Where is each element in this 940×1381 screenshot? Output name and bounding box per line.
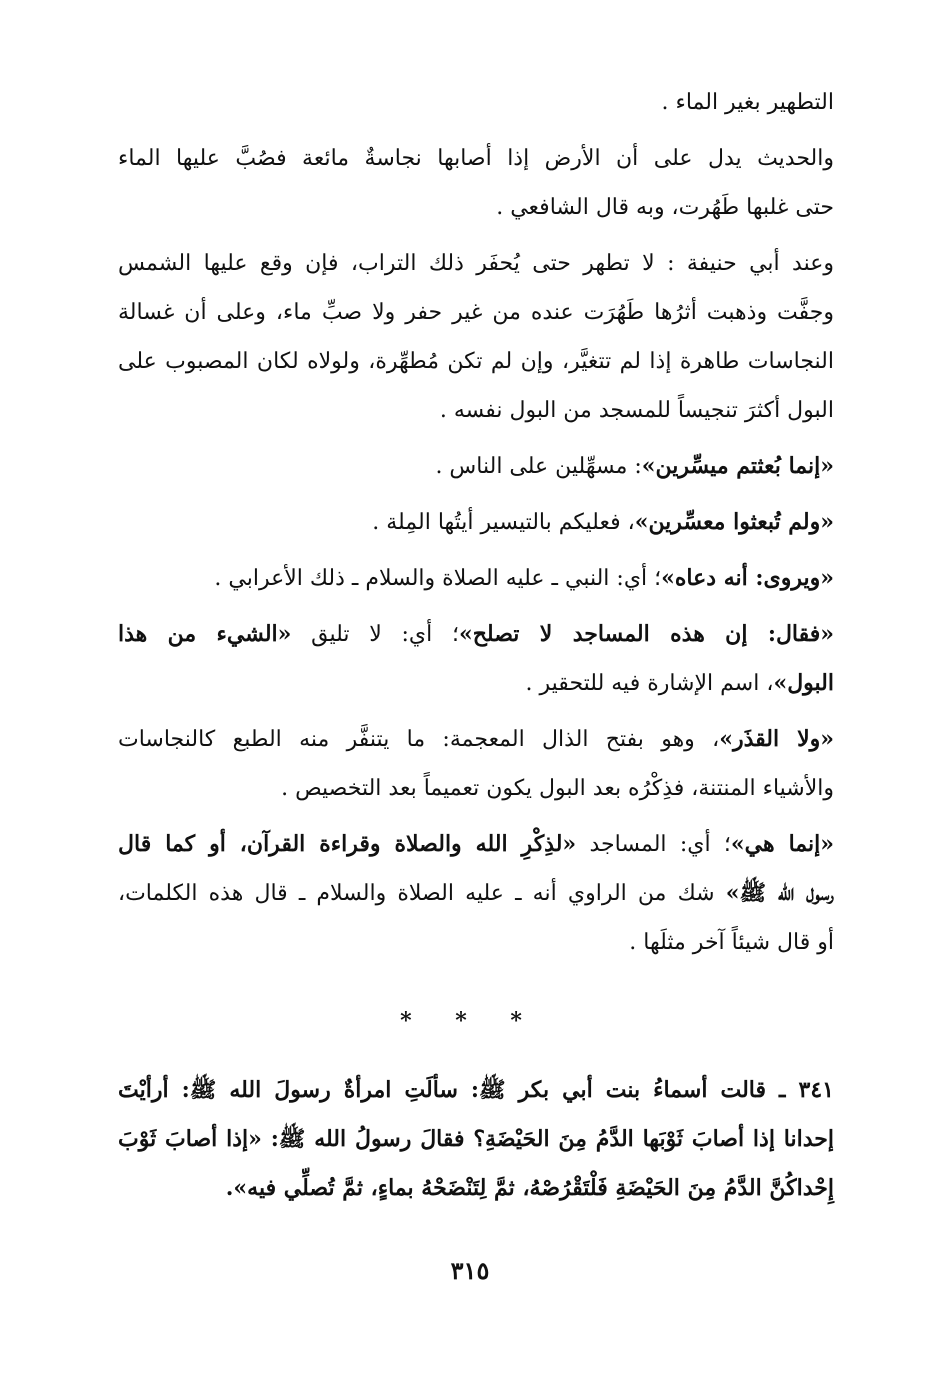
paragraph-3-line: وعند أبي حنيفة : لا تطهر حتى يُحفَر ذلك التراب، فإن وقع عليها الشمس (118, 251, 834, 276)
quoted-phrase: «لذِكْرِ الله والصلاة وقراءة القرآن، أو كما قال (118, 831, 577, 857)
explanation: ، فعليكم بالتيسير أيتُها المِلة . (372, 510, 635, 535)
paragraph-8-line: والأشياء المنتنة، فذِكْرُه بعد البول يكون تعميماً بعد التخصيص . (281, 776, 834, 801)
paragraph-3-line: وجفَّت وذهبت أثرُها طَهُرَت عنده من غير حفر ولا صبِّ ماء، وعلى أن غسالة (118, 300, 834, 325)
quoted-phrase: رسول الله ﷺ» (725, 880, 834, 906)
quoted-phrase: «فقال: إن هذه المساجد لا تصلح» (458, 621, 835, 647)
paragraph-4 (118, 442, 834, 491)
hadith-text (118, 1066, 834, 1213)
paragraph-3-line: النجاسات طاهرة إذا لم تتغيَّر، وإن لم تكن مُطهِّرة، ولولاه لكان المصبوب على (118, 349, 834, 374)
quoted-phrase: «الشيء من هذا (118, 621, 292, 647)
explanation: شك من الراوي أنه ـ عليه الصلاة والسلام ـ قال هذه الكلمات، (118, 881, 726, 906)
paragraph-7-line (118, 610, 834, 659)
commentary-text (118, 78, 834, 967)
explanation: ؛ أي: لا تليق (311, 622, 459, 647)
paragraph-9-line (118, 820, 834, 869)
paragraph-2-line: حتى غلبها طَهُرت، وبه قال الشافعي . (496, 195, 834, 220)
explanation: ؛ أي: النبي ـ عليه الصلاة والسلام ـ ذلك الأعرابي . (214, 566, 662, 591)
explanation: ، اسم الإشارة فيه للتحقير . (525, 671, 774, 696)
quoted-phrase: «ويروى: أنه دعاه» (661, 565, 834, 591)
paragraph-5 (118, 498, 834, 547)
paragraph-9-line (118, 869, 834, 918)
hadith-line: إحدانا إذا أصابَ ثَوْبَها الدَّمُ مِنَ الحَيْضَةِ؟ فقالَ رسولُ الله ﷺ: «إذا أصابَ ثَوْبَ (118, 1126, 834, 1152)
paragraph-8-line (118, 715, 834, 764)
hadith-line: ٣٤١ ـ قالت أسماءُ بنت أبي بكر ﷺ: سألَتِ امرأةٌ رسولَ الله ﷺ: أرأيْتَ (118, 1077, 834, 1103)
paragraph-3-line: البول أكثرَ تنجيساً للمسجد من البول نفسه . (439, 398, 834, 423)
quoted-phrase: «إنما هي» (730, 831, 834, 857)
paragraph-1-line: التطهير بغير الماء . (661, 90, 834, 115)
quoted-phrase: البول» (773, 670, 834, 696)
quoted-phrase: «إنما بُعثتم ميسِّرين» (641, 453, 834, 479)
paragraph-7-line (118, 659, 834, 708)
hadith-line: إِحْداكُنَّ الدَّمُ مِنَ الحَيْضَةِ فَلْتَقْرُصْهُ، ثمَّ لِتَنْضَحْهُ بماءٍ، ثمَّ تُصلِّي فيه». (225, 1175, 834, 1201)
page-number: ٣١٥ (450, 1256, 490, 1285)
quoted-phrase: «ولا القذَر» (719, 726, 835, 752)
paragraph-6 (118, 554, 834, 603)
paragraph-9-line: أو قال شيئاً آخر مثلَها . (629, 930, 834, 955)
explanation: : مسهِّلين على الناس . (435, 454, 642, 479)
explanation: ، وهو بفتح الذال المعجمة: ما يتنفَّر منه الطبع كالنجاسات (118, 727, 720, 752)
section-separator: * * * (400, 1008, 540, 1034)
paragraph-2-line: والحديث يدل على أن الأرض إذا أصابها نجاسةٌ مائعة فصُبَّ عليها الماء (118, 146, 834, 171)
quoted-phrase: «ولم تُبعثوا معسِّرين» (634, 509, 834, 535)
explanation: ؛ أي: المساجد (589, 832, 731, 857)
